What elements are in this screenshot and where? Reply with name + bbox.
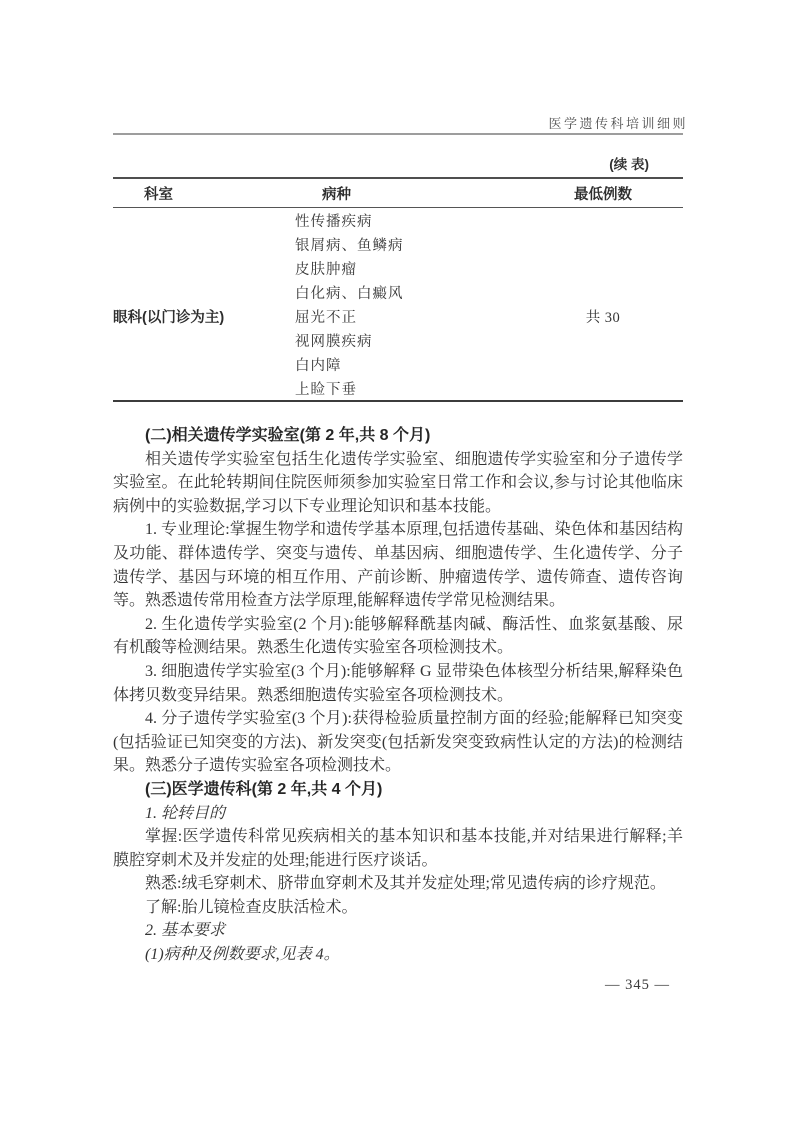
section-heading: (二)相关遗传学实验室(第 2 年,共 8 个月) (145, 427, 431, 444)
disease-cell: 性传播疾病 (295, 213, 373, 230)
table-row (113, 232, 683, 256)
table-row (113, 208, 683, 232)
disease-cell: 屈光不正 (295, 309, 357, 326)
paragraph: 2. 基本要求 (145, 922, 226, 940)
header-rule (113, 133, 683, 135)
disease-cell: 白内障 (295, 357, 342, 374)
column-header-department: 科室 (144, 186, 173, 203)
paragraph: 1. 轮转目的 (145, 804, 226, 822)
disease-cell: 皮肤肿瘤 (295, 261, 357, 278)
table-row (113, 256, 683, 280)
table-header-row (113, 179, 683, 208)
paragraph: 了解:胎儿镜检查皮肤活检术。 (145, 898, 358, 916)
min-cases-cell: 共 30 (585, 309, 621, 326)
disease-cell: 白化病、白癜风 (295, 285, 404, 302)
page-number: — 345 — (605, 977, 670, 993)
table-row (113, 376, 683, 400)
disease-requirements-table (113, 177, 683, 402)
table-row (113, 280, 683, 304)
paragraph: 4. 分子遗传学实验室(3 个月):获得检验质量控制方面的经验;能解释已知突变(包括验证已知突变的方法)、新发突变(包括新发突变致病性认定的方法)的检测结果。熟悉分子遗传实验室各项检测技术。 (113, 710, 683, 775)
paragraph: 相关遗传学实验室包括生化遗传学实验室、细胞遗传学实验室和分子遗传学实验室。在此轮转期间住院医师须参加实验室日常工作和会议,参与讨论其他临床病例中的实验数据,学习以下专业理论知识和基本技能。 (113, 450, 683, 515)
disease-cell: 银屑病、鱼鳞病 (295, 237, 404, 254)
section-heading: (三)医学遗传科(第 2 年,共 4 个月) (145, 780, 383, 798)
body-text (113, 424, 683, 967)
paragraph: 1. 专业理论:掌握生物学和遗传学基本原理,包括遗传基础、染色体和基因结构及功能、群体遗传学、突变与遗传、单基因病、细胞遗传学、生化遗传学、分子遗传学、基因与环境的相互作用、产前诊断、肿瘤遗传学、遗传筛查、遗传咨询等。熟悉遗传常用检查方法学原理,能解释遗传学常见检测结果。 (113, 521, 683, 610)
table-body (113, 208, 683, 400)
table-row (113, 328, 683, 352)
table-row (113, 352, 683, 376)
disease-cell: 视网膜疾病 (295, 333, 373, 350)
column-header-disease: 病种 (322, 186, 351, 203)
running-head: 医学遗传科培训细则 (548, 116, 688, 131)
paragraph: 3. 细胞遗传学实验室(3 个月):能够解释 G 显带染色体核型分析结果,解释染色体拷贝数变异结果。熟悉细胞遗传实验室各项检测技术。 (113, 662, 683, 704)
disease-cell: 上睑下垂 (295, 381, 357, 398)
paragraph: (1)病种及例数要求,见表 4。 (145, 946, 340, 964)
table-row (113, 304, 683, 328)
paragraph: 2. 生化遗传学实验室(2 个月):能够解释酰基肉碱、酶活性、血浆氨基酸、尿有机酸等检测结果。熟悉生化遗传实验室各项检测技术。 (113, 615, 683, 657)
paragraph: 熟悉:绒毛穿刺术、脐带血穿刺术及其并发症处理;常见遗传病的诊疗规范。 (145, 875, 666, 893)
table-continuation-note: (续 表) (609, 157, 649, 172)
department-cell: 眼科(以门诊为主) (113, 309, 225, 326)
column-header-min-cases: 最低例数 (574, 186, 632, 203)
paragraph: 掌握:医学遗传科常见疾病相关的基本知识和基本技能,并对结果进行解释;羊膜腔穿刺术及并发症的处理;能进行医疗谈话。 (113, 828, 683, 869)
